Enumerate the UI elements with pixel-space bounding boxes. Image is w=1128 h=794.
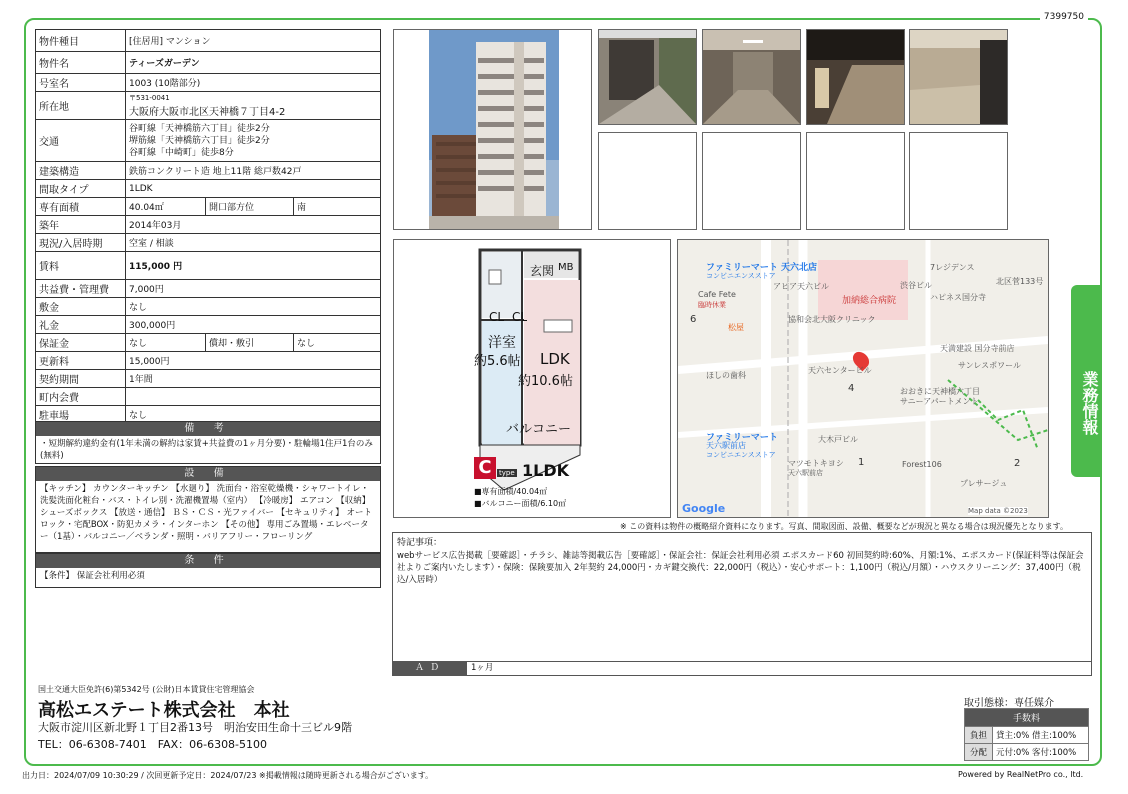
building-photo bbox=[393, 29, 592, 230]
license-text: 国土交通大臣免許(6)第5342号 (公財)日本賃貸住宅管理協会 bbox=[38, 685, 255, 694]
fp-genkan: 玄関 bbox=[530, 264, 555, 278]
footer-powered-by: Powered by RealNetPro co., ltd. bbox=[958, 770, 1084, 779]
map-label: 臨時休業 bbox=[698, 301, 726, 309]
map-label: コンビニエンスストア bbox=[706, 272, 776, 280]
map-number: 4 bbox=[848, 383, 855, 394]
map-label: 7レジデンス bbox=[930, 263, 975, 272]
fp-cl1: CL bbox=[489, 310, 505, 324]
label-renewal: 更新料 bbox=[36, 352, 126, 370]
transaction-mode: 取引態様：専任媒介 bbox=[964, 698, 1054, 709]
map-label: 加納総合病院 bbox=[842, 296, 897, 306]
property-table bbox=[35, 29, 381, 424]
label-amortization: 償却・敷引 bbox=[206, 334, 294, 352]
ad-label: ＡＤ bbox=[393, 662, 467, 675]
map[interactable] bbox=[677, 239, 1049, 518]
value-layout: 1LDK bbox=[126, 180, 381, 198]
value-community bbox=[126, 388, 381, 406]
value-term: 1年間 bbox=[126, 370, 381, 388]
map-number: 2 bbox=[1014, 458, 1021, 469]
company-address: 大阪市淀川区新北野１丁目2番13号 明治安田生命十三ビル9階 bbox=[38, 721, 352, 734]
label-rent: 賃料 bbox=[36, 252, 126, 280]
value-built: 2014年03月 bbox=[126, 216, 381, 234]
map-label: サンレスポワール bbox=[958, 361, 1021, 370]
remarks-header: 備 考 bbox=[36, 422, 380, 436]
transit-line: 堺筋線「天神橋筋六丁目」徒歩2分 bbox=[129, 135, 270, 146]
map-label: サニーアパートメント bbox=[900, 397, 979, 406]
facilities-header: 設 備 bbox=[36, 467, 380, 481]
photo-slot-empty bbox=[702, 132, 801, 230]
document-id: 7399750 bbox=[1040, 12, 1088, 22]
fp-area-line1: ■専有面積/40.04㎡ bbox=[474, 487, 548, 496]
ad-row bbox=[393, 661, 1091, 675]
floorplan bbox=[393, 239, 671, 518]
fp-cl2: CL bbox=[512, 310, 528, 324]
fp-room-size: 約5.6帖 bbox=[474, 354, 521, 369]
value-amortization: なし bbox=[294, 334, 381, 352]
photo-slot-empty bbox=[598, 132, 697, 230]
fee-row-value: 貸主:0% 借主:100% bbox=[993, 727, 1089, 744]
disclaimer: ※ この資料は物件の概略紹介資料になります。写真、間取図面、設備、概要などが現況と異なる場合は現況優先となります。 bbox=[620, 522, 1068, 531]
label-built: 築年 bbox=[36, 216, 126, 234]
map-label: 大木戸ビル bbox=[818, 435, 858, 444]
map-label: 北区菅133号 bbox=[996, 277, 1044, 286]
remarks-text: ・短期解約違約金有(1年未満の解約は家賃+共益費の1ヶ月分要)・駐輪場1住戸1台のみ(無料) bbox=[40, 439, 373, 461]
map-label: 天六駅前店 bbox=[706, 441, 746, 450]
value-renewal: 15,000円 bbox=[126, 352, 381, 370]
map-label: Forest106 bbox=[902, 460, 942, 469]
map-label: アピア天六ビル bbox=[773, 282, 829, 291]
fee-header: 手数料 bbox=[965, 709, 1089, 727]
photo-slot-empty bbox=[909, 132, 1008, 230]
label-parking: 駐車場 bbox=[36, 406, 126, 424]
label-term: 契約期間 bbox=[36, 370, 126, 388]
label-transit: 交通 bbox=[36, 120, 126, 162]
facilities-section bbox=[35, 466, 381, 553]
map-label: コンビニエンスストア bbox=[706, 451, 776, 459]
label-status: 現況/入居時期 bbox=[36, 234, 126, 252]
fee-row-key: 負担 bbox=[965, 727, 993, 744]
value-deposit: なし bbox=[126, 298, 381, 316]
label-deposit: 敷金 bbox=[36, 298, 126, 316]
map-label: ハピネス国分寺 bbox=[930, 293, 986, 302]
fp-ldk-label: LDK bbox=[540, 350, 570, 368]
label-area: 専有面積 bbox=[36, 198, 126, 216]
map-label: マツモトキヨシ bbox=[788, 459, 844, 468]
fp-balcony: バルコニー bbox=[506, 422, 572, 437]
label-structure: 建築構造 bbox=[36, 162, 126, 180]
company-contact: TEL：06-6308-7401 FAX：06-6308-5100 bbox=[38, 738, 268, 751]
value-mgmt: 7,000円 bbox=[126, 280, 381, 298]
map-label: Cafe Fete bbox=[698, 290, 736, 299]
value-room: 1003 (10階部分) bbox=[126, 74, 381, 92]
value-parking: なし bbox=[126, 406, 381, 424]
conditions-text: 【条件】 保証会社利用必須 bbox=[40, 571, 145, 581]
transit-line: 谷町線「中崎町」徒歩8分 bbox=[129, 147, 234, 158]
value-rent: 115,000 円 bbox=[126, 252, 381, 280]
business-info-tab[interactable]: 業務情報 bbox=[1071, 285, 1101, 477]
special-notes bbox=[392, 532, 1092, 676]
conditions-header: 条 件 bbox=[36, 554, 380, 568]
map-label: 渋谷ビル bbox=[900, 281, 932, 290]
fp-room-label: 洋室 bbox=[488, 335, 516, 351]
label-guarantee: 保証金 bbox=[36, 334, 126, 352]
label-type: 物件種目 bbox=[36, 30, 126, 52]
map-label: ほしの歯科 bbox=[706, 371, 746, 380]
fee-table bbox=[964, 708, 1089, 761]
label-address: 所在地 bbox=[36, 92, 126, 120]
fee-row-value: 元付:0% 客付:100% bbox=[993, 744, 1089, 761]
label-room: 号室名 bbox=[36, 74, 126, 92]
remarks-section bbox=[35, 421, 381, 464]
fp-mb: MB bbox=[558, 262, 574, 273]
map-label: 天満建設 国分寺前店 bbox=[940, 344, 1015, 353]
map-label: プレサージュ bbox=[960, 479, 1008, 488]
value-status: 空室 / 相談 bbox=[126, 234, 381, 252]
map-label: おおきに天神橋六丁目 bbox=[900, 387, 980, 396]
company-name: 高松エステート株式会社 本社 bbox=[38, 700, 290, 721]
fp-type-word: type bbox=[499, 469, 515, 477]
fee-row-key: 分配 bbox=[965, 744, 993, 761]
hallway-photo bbox=[702, 29, 801, 125]
mailbox-photo bbox=[909, 29, 1008, 125]
special-text: webサービス広告掲載［要確認］・チラシ、雑誌等掲載広告［要確認］・保証会社：保証会社利用必須 エポスカード60 初回契約時:60%、月額:1%、エポスカード(保証料等は保証会社よりご案内いたします）・保険：保険要加入 2年契約 24,000円・カギ鍵交換代：22,000円（税込）・安心サポート：1,100円（税込/月額）・ハウスクリーニング：37,400円（税込/入居時） bbox=[397, 551, 1084, 585]
value-key-money: 300,000円 bbox=[126, 316, 381, 334]
facilities-text: 【キッチン】 カウンターキッチン 【水廻り】 洗面台・浴室乾燥機・シャワートイレ・洗髪洗面化粧台・バス・トイレ別・洗濯機置場（室内） 【冷暖房】 エアコン 【収納】 シューズボックス 【放送・通信】 ＢＳ・ＣＳ・光ファイバー 【セキュリティ】 オートロック・宅配BOX・防犯カメラ・インターホン 【その他】 専用ごみ置場・エレベーター（1基）・バルコニー／ベランダ・照明・バリアフリー・フローリング bbox=[40, 484, 372, 542]
label-key-money: 礼金 bbox=[36, 316, 126, 334]
value-direction: 南 bbox=[294, 198, 381, 216]
ad-value: 1ヶ月 bbox=[471, 663, 494, 673]
photo-slot-empty bbox=[806, 132, 905, 230]
conditions-section bbox=[35, 553, 381, 588]
map-label: ファミリーマート bbox=[706, 433, 778, 443]
label-name: 物件名 bbox=[36, 52, 126, 74]
value-address: 大阪府大阪市北区天神橋７丁目4-2 bbox=[129, 107, 286, 118]
label-layout: 間取タイプ bbox=[36, 180, 126, 198]
fp-area-line2: ■バルコニー面積/6.10㎡ bbox=[474, 499, 567, 508]
footer-output-date: 出力日：2024/07/09 10:30:29 / 次回更新予定日：2024/07/23 ※掲載情報は随時更新される場合がございます。 bbox=[22, 771, 434, 780]
fp-ldk-size: 約10.6帖 bbox=[518, 374, 573, 389]
fp-type-letter: C bbox=[474, 457, 496, 479]
special-title: 特記事項： bbox=[397, 538, 443, 548]
label-community: 町内会費 bbox=[36, 388, 126, 406]
value-name: ティーズガーデン bbox=[126, 52, 381, 74]
transit-line: 谷町線「天神橋筋六丁目」徒歩2分 bbox=[129, 123, 270, 134]
google-logo: Google bbox=[682, 502, 726, 515]
fp-type-name: 1LDK bbox=[522, 461, 570, 480]
value-structure: 鉄筋コンクリート造 地上11階 総戸数42戸 bbox=[126, 162, 381, 180]
map-label: 天六駅前店 bbox=[788, 469, 823, 477]
map-label: 松屋 bbox=[728, 323, 744, 332]
map-number: 1 bbox=[858, 457, 865, 468]
label-direction: 開口部方位 bbox=[206, 198, 294, 216]
value-type: [住居用] マンション bbox=[126, 30, 381, 52]
map-attribution: Map data ©2023 bbox=[968, 507, 1028, 515]
entrance-photo bbox=[598, 29, 697, 125]
map-label: ファミリーマート 天六北店 bbox=[706, 263, 817, 273]
map-label: 協和会北大阪クリニック bbox=[788, 315, 876, 324]
map-number: 6 bbox=[690, 314, 697, 325]
map-label: 天六センタービル bbox=[808, 366, 872, 375]
value-area: 40.04㎡ bbox=[126, 198, 206, 216]
lobby-photo bbox=[806, 29, 905, 125]
label-mgmt: 共益費・管理費 bbox=[36, 280, 126, 298]
value-guarantee: なし bbox=[126, 334, 206, 352]
value-zip: 〒531-0041 bbox=[129, 94, 170, 102]
